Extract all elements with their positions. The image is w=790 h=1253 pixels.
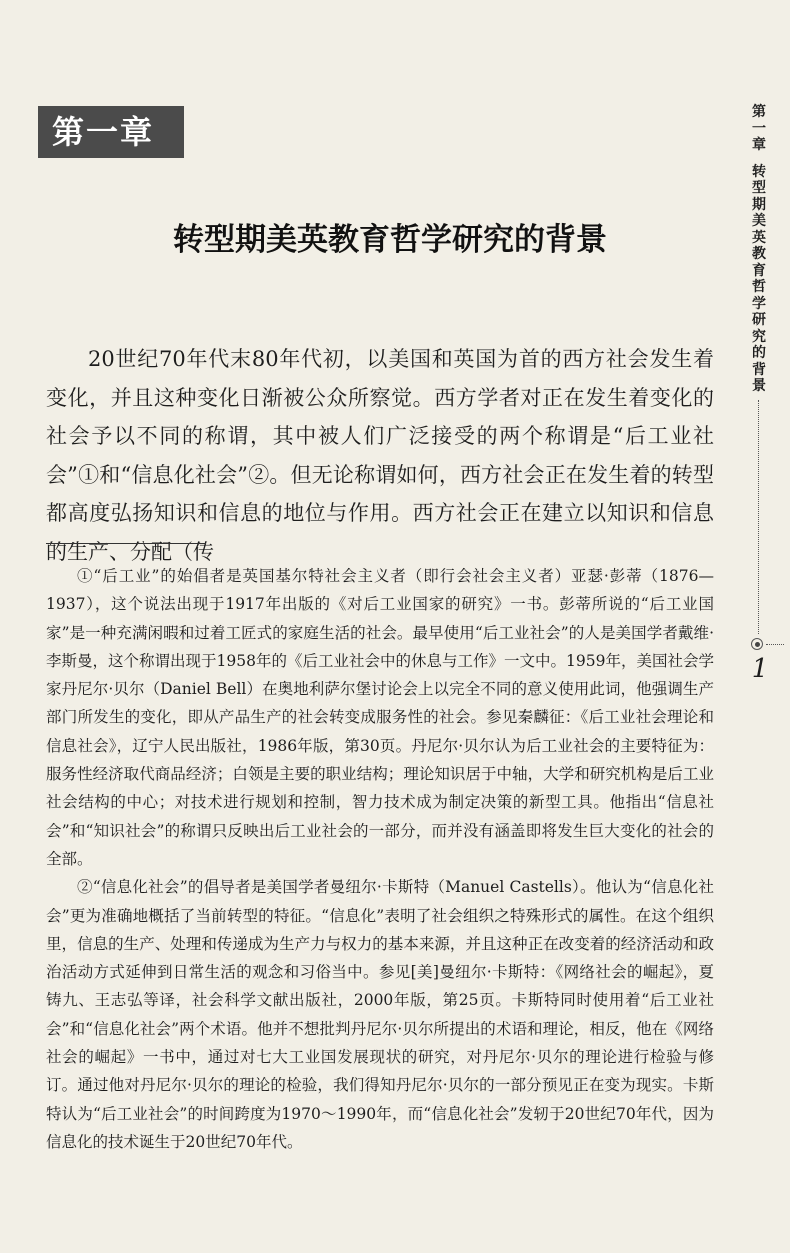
running-head (742, 104, 776, 395)
page-number: 1 (751, 654, 769, 684)
running-head-title-char: 期 (752, 196, 766, 213)
running-head-title-char: 背 (752, 361, 766, 378)
running-head-title-char: 英 (752, 229, 766, 246)
footnotes (46, 562, 714, 1156)
footnote-2: ②“信息化社会”的倡导者是美国学者曼纽尔·卡斯特（Manuel Castells）。他认为“信息化社会”更为准确地概括了当前转型的特征。“信息化”表明了社会组织之特殊形式的属性。在这个组织里，信息的生产、处理和传递成为生产力与权力的基本来源，并且这种正在改变着的经济活动和政治活动方式延伸到日常生活的观念和习俗当中。参见[美]曼纽尔·卡斯特：《网络社会的崛起》，夏铸九、王志弘等译，社会科学文献出版社，2000年版，第25页。卡斯特同时使用着“后工业社会”和“信息化社会”两个术语。他并不想批判丹尼尔·贝尔所提出的术语和理论，相反，他在《网络社会的崛起》一书中，通过对七大工业国发展现状的研究，对丹尼尔·贝尔的理论进行检验与修订。通过他对丹尼尔·贝尔的理论的检验，我们得知丹尼尔·贝尔的一部分预见正在变为现实。卡斯特认为“后工业社会”的时间跨度为1970～1990年，而“信息化社会”发轫于20世纪70年代，因为信息化的技术诞生于20世纪70年代。 (46, 878, 714, 1151)
running-head-chapter-char: 章 (752, 137, 766, 153)
running-head-title-char: 究 (752, 328, 766, 345)
running-head-chapter-char: 一 (752, 120, 766, 137)
running-head-title-char: 学 (752, 295, 766, 312)
running-head-title-char: 景 (752, 378, 766, 394)
running-head-title (742, 164, 776, 395)
running-head-chapter-char: 第 (752, 104, 766, 120)
running-head-title-char: 型 (752, 180, 766, 196)
footnote-divider (46, 543, 206, 544)
footnote-1: ①“后工业”的始倡者是英国基尔特社会主义者（即行会社会主义者）亚瑟·彭蒂（1876—1937），这个说法出现于1917年出版的《对后工业国家的研究》一书。彭蒂所说的“后工业国家”是一种充满闲暇和过着工匠式的家庭生活的社会。最早使用“后工业社会”的人是美国学者戴维·李斯曼，这个称谓出现于1958年的《后工业社会中的休息与工作》一文中。1959年，美国社会学家丹尼尔·贝尔（Daniel Bell）在奥地利萨尔堡讨论会上以完全不同的意义使用此词，他强调生产部门所发生的变化，即从产品生产的社会转变成服务性的社会。参见秦麟征：《后工业社会理论和信息社会》，辽宁人民出版社，1986年版，第30页。丹尼尔·贝尔认为后工业社会的主要特征为：服务性经济取代商品经济；白领是主要的职业结构；理论知识居于中轴，大学和研究机构是后工业社会结构的中心；对技术进行规划和控制，智力技术成为制定决策的新型工具。他指出“信息社会”和“知识社会”的称谓只反映出后工业社会的一部分，而并没有涵盖即将发生巨大变化的社会的全部。 (46, 567, 714, 868)
chapter-title: 转型期美英教育哲学研究的背景 (173, 222, 607, 258)
running-head-title-char: 教 (752, 246, 766, 262)
page-marker-icon (751, 638, 763, 650)
running-head-title-char: 转 (752, 163, 766, 180)
running-head-title-char: 育 (752, 262, 766, 279)
running-head-dotted-line (758, 400, 759, 634)
body-paragraph: 20世纪70年代末80年代初，以美国和英国为首的西方社会发生着变化，并且这种变化日渐被公众所察觉。西方学者对正在发生着变化的社会予以不同的称谓，其中被人们广泛接受的两个称谓是“后工业社会”①和“信息化社会”②。但无论称谓如何，西方社会正在发生着的转型都高度弘扬知识和信息的地位与作用。西方社会正在建立以知识和信息的生产、分配（传 (46, 347, 714, 564)
running-head-title-char: 研 (752, 312, 766, 328)
running-head-chapter-char (742, 104, 776, 154)
chapter-label: 第一章 (38, 106, 184, 158)
running-head-title-char: 哲 (752, 279, 766, 295)
page-marker-dotted-line (766, 644, 784, 645)
running-head-title-char: 美 (752, 213, 766, 229)
running-head-title-char: 的 (752, 345, 766, 361)
